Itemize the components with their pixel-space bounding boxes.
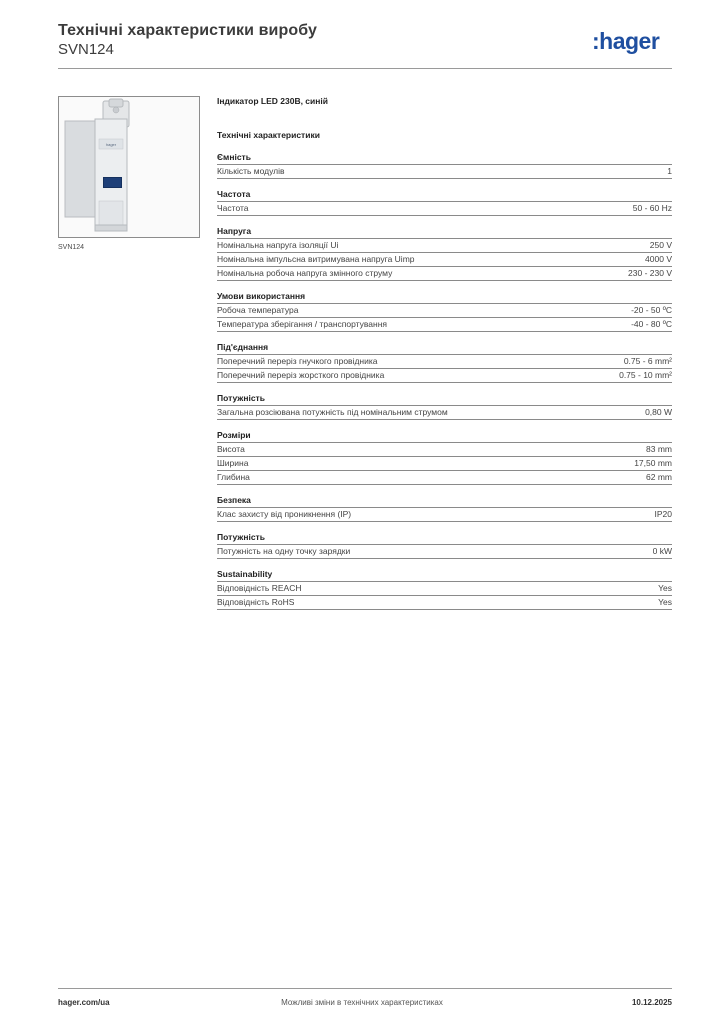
spec-group [217,393,672,420]
spec-label: Висота [217,444,245,454]
spec-value: 0.75 - 6 mm² [623,356,672,366]
spec-value: 4000 V [645,254,672,264]
spec-group-title: Частота [217,189,672,202]
specifications [217,94,672,610]
spec-value: IP20 [654,509,672,519]
spec-row [217,239,672,253]
spec-value: 17,50 mm [634,458,672,468]
spec-label: Частота [217,203,249,213]
spec-row [217,202,672,216]
page-title: Технічні характеристики виробу [58,22,317,39]
spec-group [217,189,672,216]
spec-value: 0.75 - 10 mm² [619,370,672,380]
spec-label: Кількість модулів [217,166,285,176]
spec-group [217,569,672,610]
spec-row [217,355,672,369]
spec-label: Температура зберігання / транспортування [217,319,388,329]
spec-label: Поперечний переріз гнучкого провідника [217,356,378,366]
spec-group-title: Умови використання [217,291,672,304]
hager-logo: :hager [592,28,660,54]
spec-group [217,532,672,559]
spec-row [217,304,672,318]
spec-row [217,253,672,267]
spec-label: Відповідність RoHS [217,597,295,607]
spec-group [217,342,672,383]
spec-value: 62 mm [646,472,672,482]
spec-label: Потужність на одну точку зарядки [217,546,351,556]
spec-value: 83 mm [646,444,672,454]
spec-row [217,457,672,471]
product-image [58,96,200,238]
spec-row [217,318,672,332]
spec-row [217,443,672,457]
spec-group-title: Безпека [217,495,672,508]
spec-group-title: Потужність [217,532,672,545]
spec-value: -40 - 80 ºC [631,319,672,329]
spec-group [217,430,672,485]
spec-groups [217,152,672,610]
product-image-caption: SVN124 [58,244,85,251]
spec-group-title: Sustainability [217,569,672,582]
spec-label: Ширина [217,458,249,468]
spec-row [217,596,672,610]
section-heading: Технічні характеристики [217,130,320,140]
footer-divider [58,988,672,989]
spec-value: Yes [658,597,672,607]
spec-value: 50 - 60 Hz [632,203,672,213]
spec-value: 1 [667,166,672,176]
spec-group [217,226,672,281]
spec-row [217,406,672,420]
spec-value: -20 - 50 ºC [631,305,672,315]
header-divider [58,68,672,69]
spec-label: Номінальна імпульсна витримувана напруга Uimp [217,254,415,264]
indicator-led [103,177,122,188]
footer-date: 10.12.2025 [631,998,672,1007]
spec-row [217,165,672,179]
footer-note: Можливі зміни в технічних характеристиках [281,998,443,1007]
spec-value: 230 - 230 V [628,268,672,278]
spec-label: Номінальна робоча напруга змінного струму [217,268,393,278]
spec-value: 0 kW [652,546,672,556]
spec-label: Номінальна напруга ізоляції Ui [217,240,339,250]
spec-group [217,495,672,522]
spec-group-title: Під'єднання [217,342,672,355]
spec-row [217,545,672,559]
spec-label: Глибина [217,472,250,482]
spec-group-title: Напруга [217,226,672,239]
spec-label: Поперечний переріз жорсткого провідника [217,370,385,380]
product-illustration [59,97,199,237]
spec-row [217,471,672,485]
spec-group-title: Потужність [217,393,672,406]
footer-website[interactable]: hager.com/ua [58,998,110,1007]
spec-group [217,291,672,332]
spec-row [217,267,672,281]
spec-label: Загальна розсіювана потужність під номінальним струмом [217,407,448,417]
spec-value: 250 V [649,240,672,250]
spec-row [217,582,672,596]
spec-label: Відповідність REACH [217,583,302,593]
spec-label: Робоча температура [217,305,299,315]
spec-row [217,369,672,383]
product-code: SVN124 [58,41,114,58]
spec-label: Клас захисту від проникнення (IP) [217,509,352,519]
spec-value: 0,80 W [645,407,672,417]
spec-group-title: Розміри [217,430,672,443]
svg-text:hager: hager [105,142,117,147]
product-name: Індикатор LED 230В, синій [217,96,328,106]
spec-value: Yes [658,583,672,593]
spec-row [217,508,672,522]
spec-group-title: Ємність [217,152,672,165]
spec-group [217,152,672,179]
